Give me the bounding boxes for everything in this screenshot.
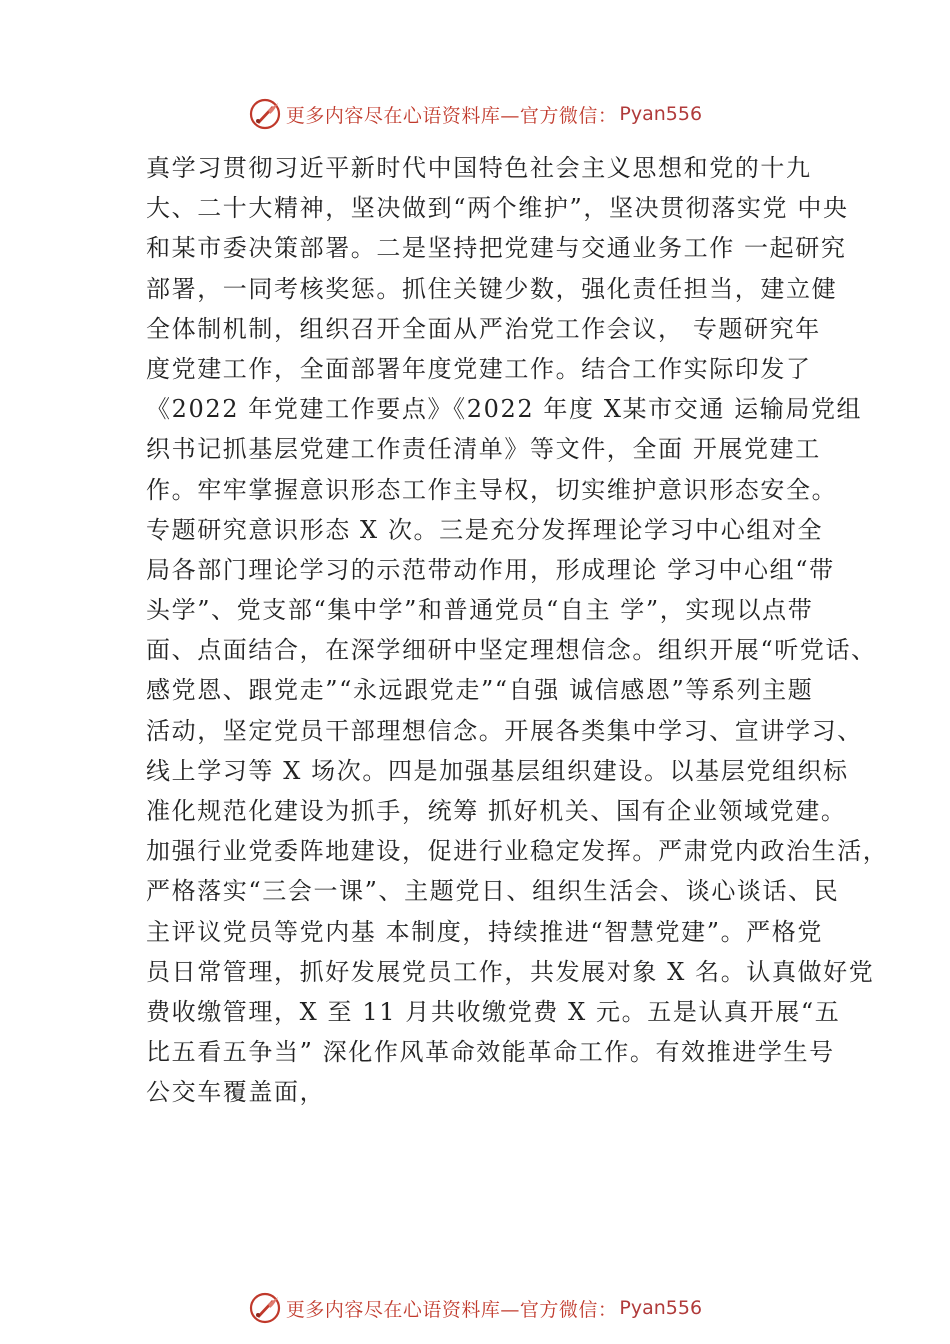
body-line: 大、二十大精神，坚决做到“两个维护”，坚决贯彻落实党 中央 <box>146 194 849 223</box>
body-line: 比五看五争当” 深化作风革命效能革命工作。有效推进学生号 <box>146 1038 835 1067</box>
red-quill-seal-icon <box>248 1291 282 1325</box>
header-banner <box>0 94 950 134</box>
banner-text: 更多内容尽在心语资料库—官方微信： <box>285 1298 618 1321</box>
body-line: 真学习贯彻习近平新时代中国特色社会主义思想和党的十九 <box>146 154 812 182</box>
body-line: 费收缴管理，X 至 11 月共收缴党费 X 元。五是认真开展“五 <box>146 997 841 1026</box>
body-line: 织书记抓基层党建工作责任清单》等文件，全面 开展党建工 <box>146 435 821 464</box>
banner-contact: Pyan556 <box>619 1297 703 1319</box>
body-line: 主评议党员等党内基 本制度，持续推进“智慧党建”。严格党 <box>146 917 823 946</box>
body-line: 线上学习等 X 场次。四是加强基层组织建设。以基层党组织标 <box>146 756 849 785</box>
body-line: 面、点面结合，在深学细研中坚定理想信念。组织开展“听党话、 <box>146 636 877 665</box>
body-line: 加强行业党委阵地建设，促进行业稳定发挥。严肃党内政治生活， <box>146 837 889 866</box>
body-line: 公交车覆盖面， <box>146 1078 326 1107</box>
body-line: 准化规范化建设为抓手，统筹 抓好机关、国有企业领域党建。 <box>146 797 847 825</box>
body-line: 度党建工作，全面部署年度党建工作。结合工作实际印发了 <box>146 354 812 383</box>
banner-text: 更多内容尽在心语资料库—官方微信： <box>285 104 618 127</box>
body-line: 全体制机制，组织召开全面从严治党工作会议， 专题研究年 <box>146 314 821 343</box>
body-line: 感党恩、跟党走”“永远跟党走”“自强 诚信感恩”等系列主题 <box>146 676 814 705</box>
body-line: 和某市委决策部署。二是坚持把党建与交通业务工作 一起研究 <box>146 234 847 263</box>
body-line: 员日常管理，抓好发展党员工作，共发展对象 X 名。认真做好党 <box>146 957 875 986</box>
body-line: 局各部门理论学习的示范带动作用，形成理论 学习中心组“带 <box>146 555 835 584</box>
body-line: 部署，一同考核奖惩。抓住关键少数，强化责任担当，建立健 <box>146 274 838 303</box>
body-line: 活动，坚定党员干部理想信念。开展各类集中学习、宣讲学习、 <box>146 716 863 745</box>
footer-banner <box>0 1288 950 1328</box>
banner-contact: Pyan556 <box>619 103 703 125</box>
body-line: 头学”、党支部“集中学”和普通党员“自主 学”，实现以点带 <box>146 596 814 625</box>
red-quill-seal-icon <box>248 97 282 131</box>
body-line: 作。牢牢掌握意识形态工作主导权，切实维护意识形态安全。 <box>146 475 838 504</box>
body-line: 严格落实“三会一课”、主题党日、组织生活会、谈心谈话、民 <box>146 877 840 906</box>
body-line: 专题研究意识形态 X 次。三是充分发挥理论学习中心组对全 <box>146 515 824 544</box>
body-line: 《2022 年党建工作要点》《2022 年度 X某市交通 运输局党组 <box>146 395 863 424</box>
document-body <box>146 148 889 1113</box>
